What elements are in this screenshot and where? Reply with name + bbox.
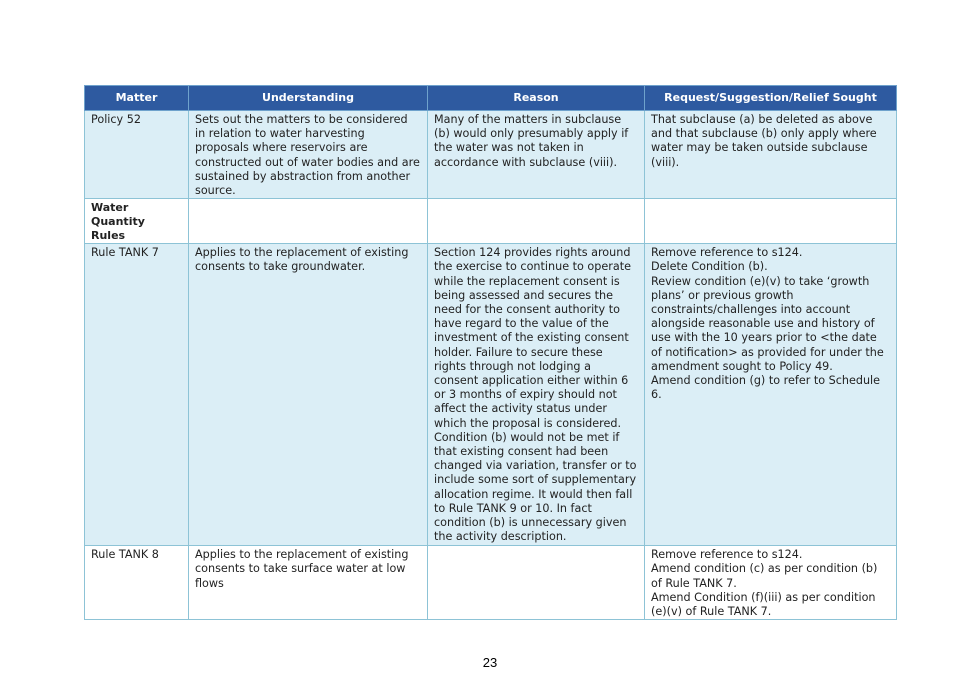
table-row-rule-tank-7: [85, 244, 897, 546]
reason-text: Section 124 provides rights around the exercise to continue to operate while the replacement consent is being assessed and secures the need for the consent authority to have regard to the value of the investment of the existing consent holder. Failure to secure these rights through not lodging a consent application either within 6 or 3 months of expiry should not affect the activity status under which the proposal is considered.: [434, 246, 631, 430]
request-text: Remove reference to s124.: [651, 548, 803, 562]
understanding-cell: [189, 244, 428, 546]
matter-cell: Rule TANK 7: [85, 244, 189, 546]
page-number: 23: [482, 655, 498, 670]
request-text: Amend condition (g) to refer to Schedule 6.: [651, 374, 881, 402]
reason-cell: [428, 111, 645, 199]
matter-cell: Policy 52: [85, 111, 189, 199]
request-text: Remove reference to s124.: [651, 246, 803, 260]
empty-cell: [645, 199, 897, 244]
header-row: [85, 86, 897, 111]
reason-cell: [428, 546, 645, 620]
header-matter: Matter: [85, 86, 189, 111]
reason-text: Condition (b) would not be met if that existing consent had been changed via variation, transfer or to include some sort of supplementary allocation regime. It would then fall to Rule TANK 9 or 10. In fact condition (b) is unnecessary given the activity description.: [434, 430, 637, 544]
reason-text: Many of the matters in subclause (b) would only presumably apply if the water was not taken in accordance with subclause (viii).: [434, 113, 629, 169]
request-text: Amend Condition (f)(iii) as per condition (e)(v) of Rule TANK 7.: [651, 590, 876, 619]
section-row-water-quantity: [85, 199, 897, 244]
table-row-rule-tank-8: [85, 546, 897, 620]
request-text: Delete Condition (b).: [651, 260, 768, 274]
header-request: Request/Suggestion/Relief Sought: [645, 86, 897, 111]
request-cell: [645, 111, 897, 199]
understanding-text: Applies to the replacement of existing consents to take groundwater.: [195, 246, 409, 274]
understanding-cell: [189, 111, 428, 199]
empty-cell: [189, 199, 428, 244]
request-text: That subclause (a) be deleted as above and that subclause (b) only apply where water may be taken outside subclause (viii).: [651, 113, 877, 169]
submission-table: [84, 85, 897, 620]
header-understanding: Understanding: [189, 86, 428, 111]
understanding-text: Sets out the matters to be considered in relation to water harvesting proposals where reservoirs are constructed out of water bodies and are sustained by abstraction from another source.: [195, 113, 420, 198]
request-cell: [645, 546, 897, 620]
reason-cell: [428, 244, 645, 546]
matter-cell: Rule TANK 8: [85, 546, 189, 620]
section-title-cell: Water Quantity Rules: [85, 199, 189, 244]
understanding-cell: [189, 546, 428, 620]
request-text: Review condition (e)(v) to take ‘growth plans’ or previous growth constraints/challenges into account alongside reasonable use and history of use with the 10 years prior to <the date of notification> as provided for under the amendment sought to Policy 49.: [651, 274, 884, 373]
header-reason: Reason: [428, 86, 645, 111]
understanding-text: Applies to the replacement of existing consents to take surface water at low flows: [195, 548, 409, 590]
request-text: Amend condition (c) as per condition (b) of Rule TANK 7.: [651, 562, 878, 590]
empty-cell: [428, 199, 645, 244]
table-row-policy-52: [85, 111, 897, 199]
request-cell: [645, 244, 897, 546]
